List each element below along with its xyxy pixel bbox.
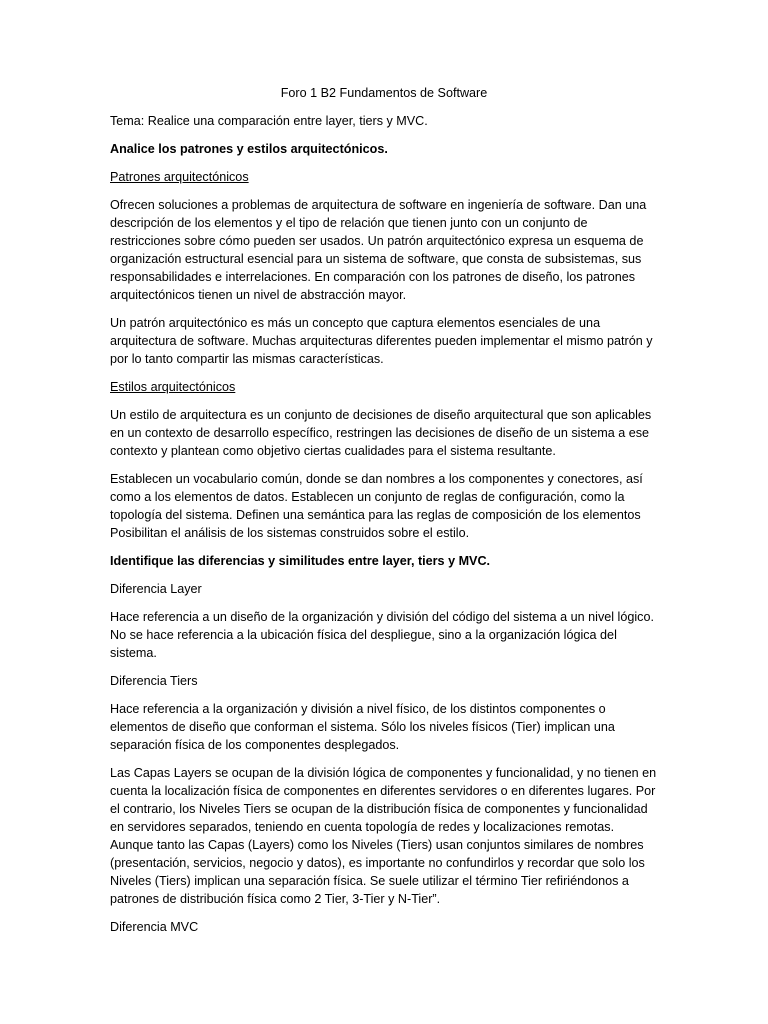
document-page [110, 84, 658, 946]
section-heading-styles: Estilos arquitectónicos [110, 380, 236, 394]
question-heading-2: Identifique las diferencias y similitudes entre layer, tiers y MVC. [110, 554, 491, 568]
paragraph-styles-2: Establecen un vocabulario común, donde se dan nombres a los componentes y conectores, así como a los elementos de datos. Establecen un conjunto de reglas de configuración, como la topología del sistema. Definen una semántica para las reglas de composición de los elementos Posibilitan el análisis de los sistemas construidos sobre el estilo. [110, 472, 643, 540]
section-heading-mvc: Diferencia MVC [110, 920, 199, 934]
paragraph-patterns-1: Ofrecen soluciones a problemas de arquitectura de software en ingeniería de software. Dan una descripción de los elementos y el tipo de relación que tienen junto con un conjunto de restricciones sobre cómo pueden ser usados. Un patrón arquitectónico expresa un esquema de organización estructural esencial para un sistema de software, que consta de subsistemas, sus responsabilidades e interrelaciones. En comparación con los patrones de diseño, los patrones arquitectónicos tienen un nivel de abstracción mayor. [110, 198, 647, 302]
paragraph-styles-1: Un estilo de arquitectura es un conjunto de decisiones de diseño arquitectural que son aplicables en un contexto de desarrollo específico, restringen las decisiones de diseño de un sistema a ese contexto y plantean como objetivo ciertas cualidades para el sistema resultante. [110, 408, 652, 458]
topic-line: Tema: Realice una comparación entre layer, tiers y MVC. [110, 114, 428, 128]
paragraph-tiers-1: Hace referencia a la organización y división a nivel físico, de los distintos componentes o elementos de diseño que conforman el sistema. Sólo los niveles físicos (Tier) implican una separación física de los componentes desplegados. [110, 702, 615, 752]
document-title: Foro 1 B2 Fundamentos de Software [280, 86, 488, 100]
section-heading-layer: Diferencia Layer [110, 582, 202, 596]
section-heading-tiers: Diferencia Tiers [110, 674, 198, 688]
section-heading-patterns: Patrones arquitectónicos [110, 170, 249, 184]
question-heading-1: Analice los patrones y estilos arquitectónicos. [110, 142, 388, 156]
paragraph-patterns-2: Un patrón arquitectónico es más un concepto que captura elementos esenciales de una arquitectura de software. Muchas arquitecturas diferentes pueden implementar el mismo patrón y por lo tanto compartir las mismas características. [110, 316, 653, 366]
paragraph-tiers-2: Las Capas Layers se ocupan de la división lógica de componentes y funcionalidad, y no tienen en cuenta la localización física de componentes en diferentes servidores o en diferentes lugares. Por el contrario, los Niveles Tiers se ocupan de la distribución física de componentes y funcionalidad en servidores separados, teniendo en cuenta topología de redes y localizaciones remotas. Aunque tanto las Capas (Layers) como los Niveles (Tiers) usan conjuntos similares de nombres (presentación, servicios, negocio y datos), es importante no confundirlos y recordar que solo los Niveles (Tiers) implican una separación física. Se suele utilizar el término Tier refiriéndonos a patrones de distribución física como 2 Tier, 3-Tier y N-Tier”. [110, 766, 657, 906]
paragraph-layer: Hace referencia a un diseño de la organización y división del código del sistema a un nivel lógico. No se hace referencia a la ubicación física del despliegue, sino a la organización lógica del sistema. [110, 610, 654, 660]
